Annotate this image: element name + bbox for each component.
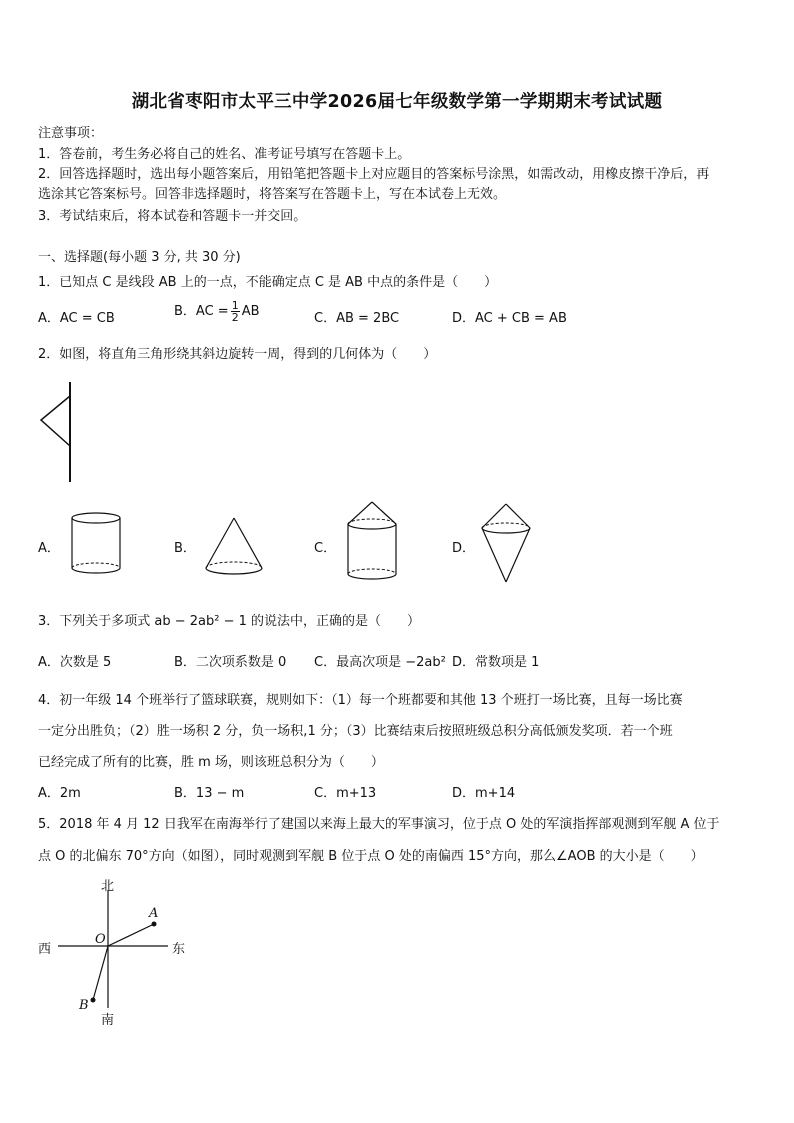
q2-option-c-label: C． [314, 541, 337, 556]
point-a [152, 922, 157, 927]
notice-item-1: 1．答卷前，考生务必将自己的姓名、准考证号填写在答题卡上。 [38, 147, 411, 162]
q1-option-b [174, 300, 260, 323]
q3-option-d: D．常数项是 1 [452, 655, 540, 670]
q2-triangle [41, 396, 70, 446]
notice-item-2-line-1: 2．回答选择题时，选出每小题答案后，用铅笔把答题卡上对应题目的答案标号涂黑，如需改动，用橡皮擦干净后，再 [38, 167, 710, 182]
q4-option-d: D．m+14 [452, 786, 516, 801]
q5-line-1: 5．2018 年 4 月 12 日我军在南海举行了建国以来海上最大的军事演习，位于点 O 处的军演指挥部观测到军舰 A 位于 [38, 817, 720, 832]
point-b [91, 998, 96, 1003]
ray-oa [108, 924, 154, 946]
q2-option-b-label: B． [174, 541, 196, 556]
q1-option-a: A．AC = CB [38, 311, 115, 326]
q1-option-b-suffix: AB [241, 304, 260, 319]
q4-option-b: B．13 − m [174, 786, 245, 801]
label-west: 西 [38, 942, 52, 957]
q3-option-b: B．二次项系数是 0 [174, 655, 287, 670]
q2-triangle-figure [36, 380, 80, 486]
q1-option-b-denominator: 2 [231, 311, 239, 324]
q1-option-c: C．AB = 2BC [314, 311, 400, 326]
q2-option-d-label: D． [452, 541, 476, 556]
section-heading: 一、选择题(每小题 3 分, 共 30 分) [38, 250, 241, 265]
q1-option-b-fraction [231, 300, 240, 323]
notice-item-3: 3．考试结束后，将本试卷和答题卡一并交回。 [38, 209, 307, 224]
q1-stem: 1．已知点 C 是线段 AB 上的一点，不能确定点 C 是 AB 中点的条件是（ ） [38, 275, 498, 290]
label-south: 南 [101, 1013, 115, 1028]
q3-option-c: C．最高次项是 −2ab² [314, 655, 446, 670]
label-east: 东 [172, 942, 186, 957]
label-b: B [79, 998, 89, 1013]
label-north: 北 [101, 879, 115, 894]
page-title: 湖北省枣阳市太平三中学2026届七年级数学第一学期期末考试试题 [131, 92, 663, 112]
q4-line-2: 一定分出胜负；（2）胜一场积 2 分，负一场积,1 分；（3）比赛结束后按照班级总积分高低颁发奖项．若一个班 [38, 724, 673, 739]
q1-option-b-numerator: 1 [231, 299, 239, 312]
notice-item-2-line-2: 选涂其它答案标号。回答非选择题时，将答案写在答题卡上，写在本试卷上无效。 [38, 187, 507, 202]
q1-option-d: D．AC + CB = AB [452, 311, 567, 326]
cone-figure [198, 516, 270, 582]
cone-cylinder-figure [342, 500, 404, 586]
q5-line-2: 点 O 的北偏东 70°方向（如图），同时观测到军舰 B 位于点 O 处的南偏西 15°方向，那么∠AOB 的大小是（ ） [38, 849, 704, 864]
q4-option-a: A．2m [38, 786, 81, 801]
label-o: O [95, 932, 106, 947]
q2-option-a-label: A． [38, 541, 60, 556]
q3-option-a: A．次数是 5 [38, 655, 112, 670]
cylinder-figure [66, 510, 128, 580]
ray-ob [93, 946, 108, 1000]
q3-stem: 3．下列关于多项式 ab − 2ab² − 1 的说法中，正确的是（ ） [38, 614, 421, 629]
notice-heading: 注意事项： [38, 126, 104, 141]
label-a: A [149, 906, 159, 921]
q1-option-b-prefix: B．AC = [174, 304, 229, 319]
double-cone-figure [478, 502, 536, 586]
q4-line-1: 4．初一年级 14 个班举行了篮球联赛，规则如下：（1）每一个班都要和其他 13 个班打一场比赛，且每一场比赛 [38, 693, 683, 708]
q2-stem: 2．如图，将直角三角形绕其斜边旋转一周，得到的几何体为（ ） [38, 347, 437, 362]
q4-option-c: C．m+13 [314, 786, 377, 801]
q4-line-3: 已经完成了所有的比赛，胜 m 场，则该班总积分为（ ） [38, 755, 384, 770]
